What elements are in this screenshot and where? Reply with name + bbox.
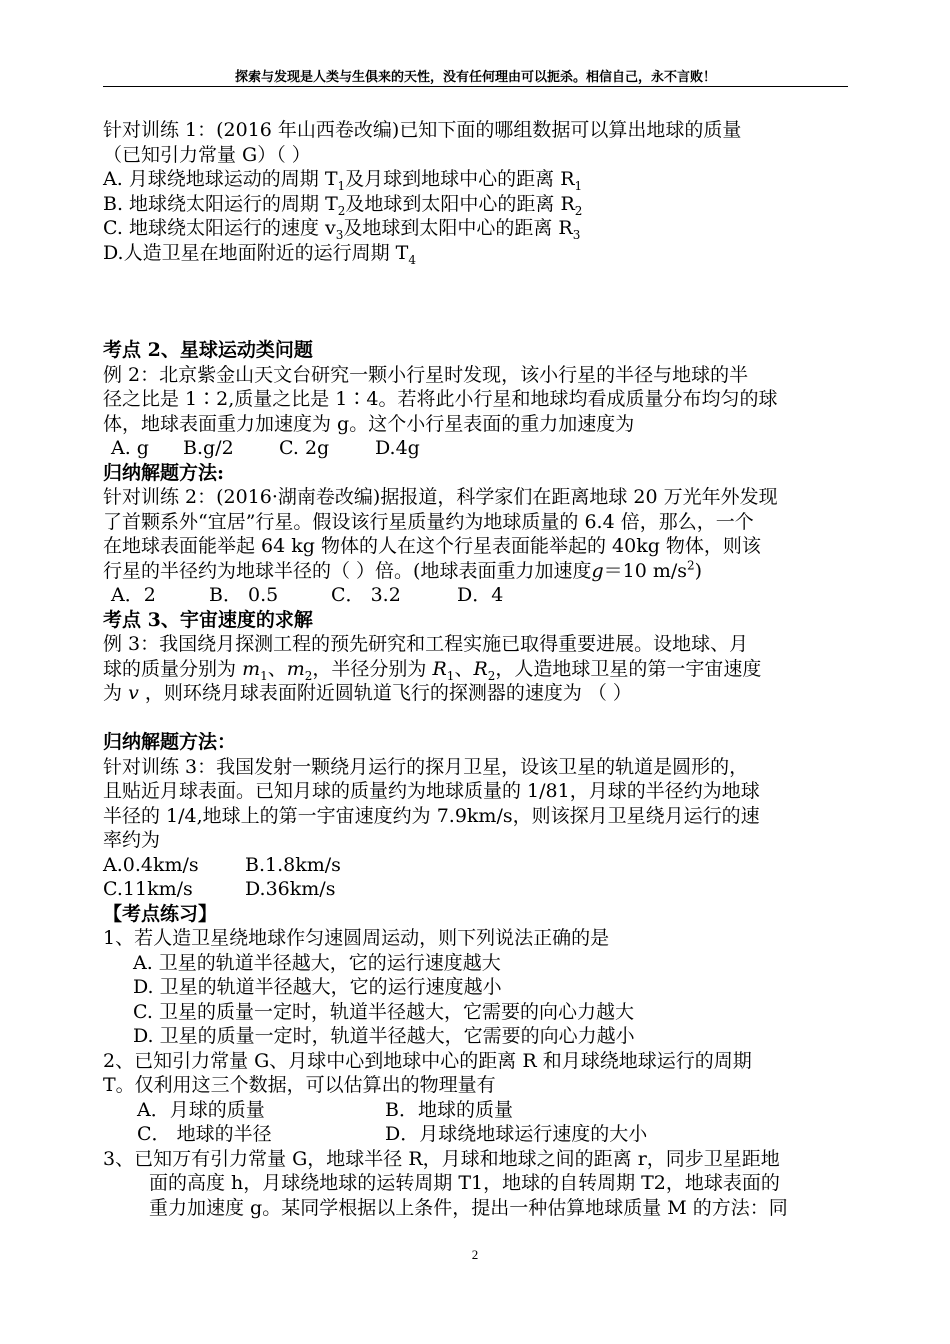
example3-line3: 为 v ，则环绕月球表面附近圆轨道飞行的探测器的速度为 （ ）: [103, 682, 632, 704]
header-rule: [103, 86, 848, 87]
practice-q2-line2: T。仅利用这三个数据，可以估算出的物理量有: [103, 1074, 496, 1096]
practice-q1-option-d2: D. 卫星的质量一定时，轨道半径越大，它需要的向心力越小: [133, 1025, 635, 1047]
point2-method-heading: 归纳解题方法:: [103, 461, 225, 484]
practice-q1-option-c: C. 卫星的质量一定时，轨道半径越大，它需要的向心力越大: [133, 1000, 634, 1023]
training2-options: A．2 B． 0.5 C． 3.2 D．4: [111, 584, 504, 606]
example2-line3: 体，地球表面重力加速度为 g。这个小行星表面的重力加速度为: [103, 412, 635, 435]
training1-option-d: D.人造卫星在地面附近的运行周期 $T_4$: [103, 241, 416, 267]
practice-q1: 1、若人造卫星绕地球作匀速圆周运动，则下列说法正确的是: [103, 927, 610, 949]
point3-method-heading: 归纳解题方法：: [103, 731, 237, 753]
practice-q1-option-d1: D. 卫星的轨道半径越大，它的运行速度越小: [133, 976, 502, 998]
practice-q3-line1: 3、已知万有引力常量 G，地球半径 R，月球和地球之间的距离 r，同步卫星距地: [103, 1147, 780, 1170]
training3-line2: 且贴近月球表面。已知月球的质量约为地球质量的 1/81，月球的半径约为地球: [103, 780, 760, 802]
example2-line2: 径之比是 1∶2,质量之比是 1∶4。若将此小行星和地球均看成质量分布均匀的球: [103, 388, 778, 410]
training2-line3: 在地球表面能举起 64 kg 物体的人在这个行星表面能举起的 40kg 物体，则该: [103, 535, 761, 557]
training1-stem-line2: （已知引力常量 G）（ ）: [103, 143, 311, 166]
training3-line3: 半径的 1/4,地球上的第一宇宙速度约为 7.9km/s，则该探月卫星绕月运行的速: [103, 804, 760, 827]
practice-q1-option-a: A. 卫星的轨道半径越大，它的运行速度越大: [133, 951, 501, 974]
training2-line4: 行星的半径约为地球半径的（ ）倍。(地球表面重力加速度g＝10 $m/s^2$): [103, 558, 703, 582]
practice-q2-line1: 2、已知引力常量 G、月球中心到地球中心的距离 R 和月球绕地球运行的周期: [103, 1049, 752, 1072]
practice-q3-line2: 面的高度 h，月球绕地球的运转周期 T1，地球的自转周期 T2，地球表面的: [149, 1172, 780, 1194]
example3-line1: 例 3：我国绕月探测工程的预先研究和工程实施已取得重要进展。设地球、月: [103, 633, 749, 655]
training2-line2: 了首颗系外“宜居”行星。假设该行星质量约为地球质量的 6.4 倍，那么，一个: [103, 510, 754, 533]
training1-option-a: A. 月球绕地球运动的周期 $T_1$及月球到地球中心的距离 $R_1$: [103, 168, 583, 193]
practice-title: 【考点练习】: [103, 902, 218, 925]
training3-line4: 率约为: [103, 829, 161, 851]
example2-options: A. g B.g/2 C. 2g D.4g: [111, 437, 420, 459]
training3-line1: 针对训练 3：我国发射一颗绕月运行的探月卫星，设该卫星的轨道是圆形的，: [103, 755, 749, 778]
training3-options-cd: C.11km/s D.36km/s: [103, 878, 336, 900]
training1-option-c: C. 地球绕太阳运行的速度 $v_3$及地球到太阳中心的距离 $R_3$: [103, 217, 581, 242]
practice-q3-line3: 重力加速度 g。某同学根据以上条件，提出一种估算地球质量 M 的方法：同: [149, 1196, 788, 1219]
header-motto: 探索与发现是人类与生俱来的天性，没有任何理由可以扼杀。相信自己，永不言败！: [234, 70, 716, 85]
training2-line1: 针对训练 2：(2016·湖南卷改编)据报道，科学家们在距离地球 20 万光年外发现: [103, 486, 778, 508]
practice-q2-options-cd: C． 地球的半径 D．月球绕地球运行速度的大小: [137, 1123, 648, 1145]
training1-stem-line1: 针对训练 1：(2016 年山西卷改编)已知下面的哪组数据可以算出地球的质量: [103, 119, 742, 141]
training1-option-b: B. 地球绕太阳运行的周期 $T_2$及地球到太阳中心的距离 $R_2$: [103, 192, 583, 218]
page-content: [103, 118, 848, 1220]
practice-q2-options-ab: A．月球的质量 B．地球的质量: [137, 1098, 513, 1121]
example3-line2: 球的质量分别为 $m_1$、$m_2$，半径分别为 $R_1$、$R_2$，人造地球卫星的第一宇宙速度: [103, 657, 762, 683]
point2-title: 考点 2、星球运动类问题: [103, 339, 313, 361]
page-number: 2: [471, 1247, 479, 1262]
point3-title: 考点 3、宇宙速度的求解: [103, 608, 313, 631]
example2-line1: 例 2：北京紫金山天文台研究一颗小行星时发现，该小行星的半径与地球的半: [103, 363, 749, 386]
training3-options-ab: A.0.4km/s B.1.8km/s: [103, 853, 341, 876]
